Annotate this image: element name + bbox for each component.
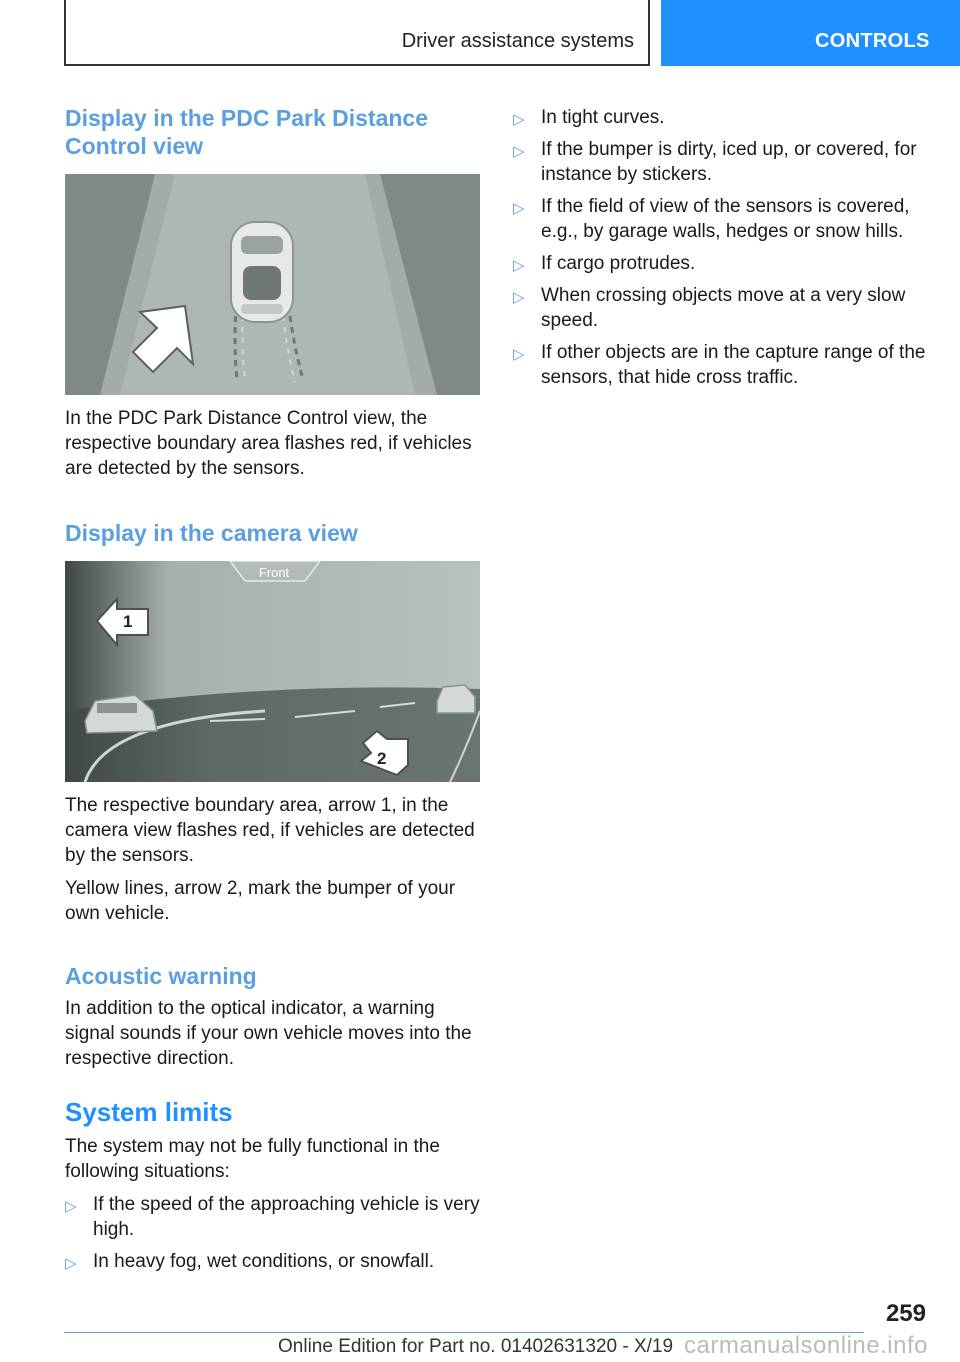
heading-camera-view: Display in the camera view [65, 520, 358, 546]
bullet-triangle-icon: ▷ [513, 257, 525, 274]
para-acoustic-warning: In addition to the optical indicator, a warning signal sounds if your own vehicle moves into the respective direction. [65, 998, 472, 1069]
pdc-view-illustration [65, 174, 480, 395]
bullet-triangle-icon: ▷ [513, 200, 525, 217]
camera-front-label: Front [258, 565, 290, 580]
list-item: ▷ If the speed of the approaching vehicle is very high. [65, 1194, 480, 1240]
camera-view-figure [65, 561, 480, 782]
bullet-triangle-icon: ▷ [513, 346, 525, 363]
list-item: ▷ When crossing objects move at a very slow speed. [513, 285, 906, 331]
camera-view-illustration [65, 561, 480, 782]
page-number: 259 [885, 1300, 926, 1327]
heading-pdc-view: Display in the PDC Park Distance Control view [65, 105, 429, 159]
para-system-limits: The system may not be fully functional in the following situations: [65, 1136, 440, 1182]
para-camera-2: Yellow lines, arrow 2, mark the bumper of your own vehicle. [65, 878, 456, 924]
header-section-title: Driver assistance systems [401, 30, 634, 52]
bullet-triangle-icon: ▷ [65, 1198, 77, 1215]
para-pdc-view: In the PDC Park Distance Control view, the respective boundary area flashes red, if vehicles are detected by the sensors. [65, 408, 472, 479]
heading-acoustic-warning: Acoustic warning [65, 963, 257, 989]
list-item: ▷ If other objects are in the capture range of the sensors, that hide cross traffic. [513, 342, 926, 388]
camera-arrow-2-label: 2 [377, 749, 387, 768]
list-item: ▷ If the bumper is dirty, iced up, or covered, for instance by stickers. [513, 139, 917, 185]
header-chapter-tab [661, 0, 960, 66]
footer-edition: Online Edition for Part no. 01402631320 - X/19 [278, 1336, 674, 1357]
list-item: ▷ If cargo protrudes. [513, 251, 933, 276]
list-item: ▷ If the field of view of the sensors is covered, e.g., by garage walls, hedges or snow hills. [513, 196, 910, 242]
header-section-box [64, 0, 650, 66]
para-camera-1: The respective boundary area, arrow 1, in the camera view flashes red, if vehicles are detected by the sensors. [65, 795, 475, 866]
pdc-view-figure [65, 174, 480, 395]
header-chapter-label: CONTROLS [815, 30, 930, 52]
camera-arrow-1-label: 1 [123, 612, 133, 631]
bullet-triangle-icon: ▷ [513, 111, 525, 128]
footer-watermark: carmanualsonline.info [684, 1332, 928, 1359]
bullet-triangle-icon: ▷ [513, 143, 525, 160]
bullet-triangle-icon: ▷ [513, 289, 525, 306]
bullet-triangle-icon: ▷ [65, 1255, 77, 1272]
list-item: ▷ In heavy fog, wet conditions, or snowfall. [65, 1249, 483, 1274]
list-item: ▷ In tight curves. [513, 105, 933, 130]
heading-system-limits: System limits [65, 1097, 233, 1127]
